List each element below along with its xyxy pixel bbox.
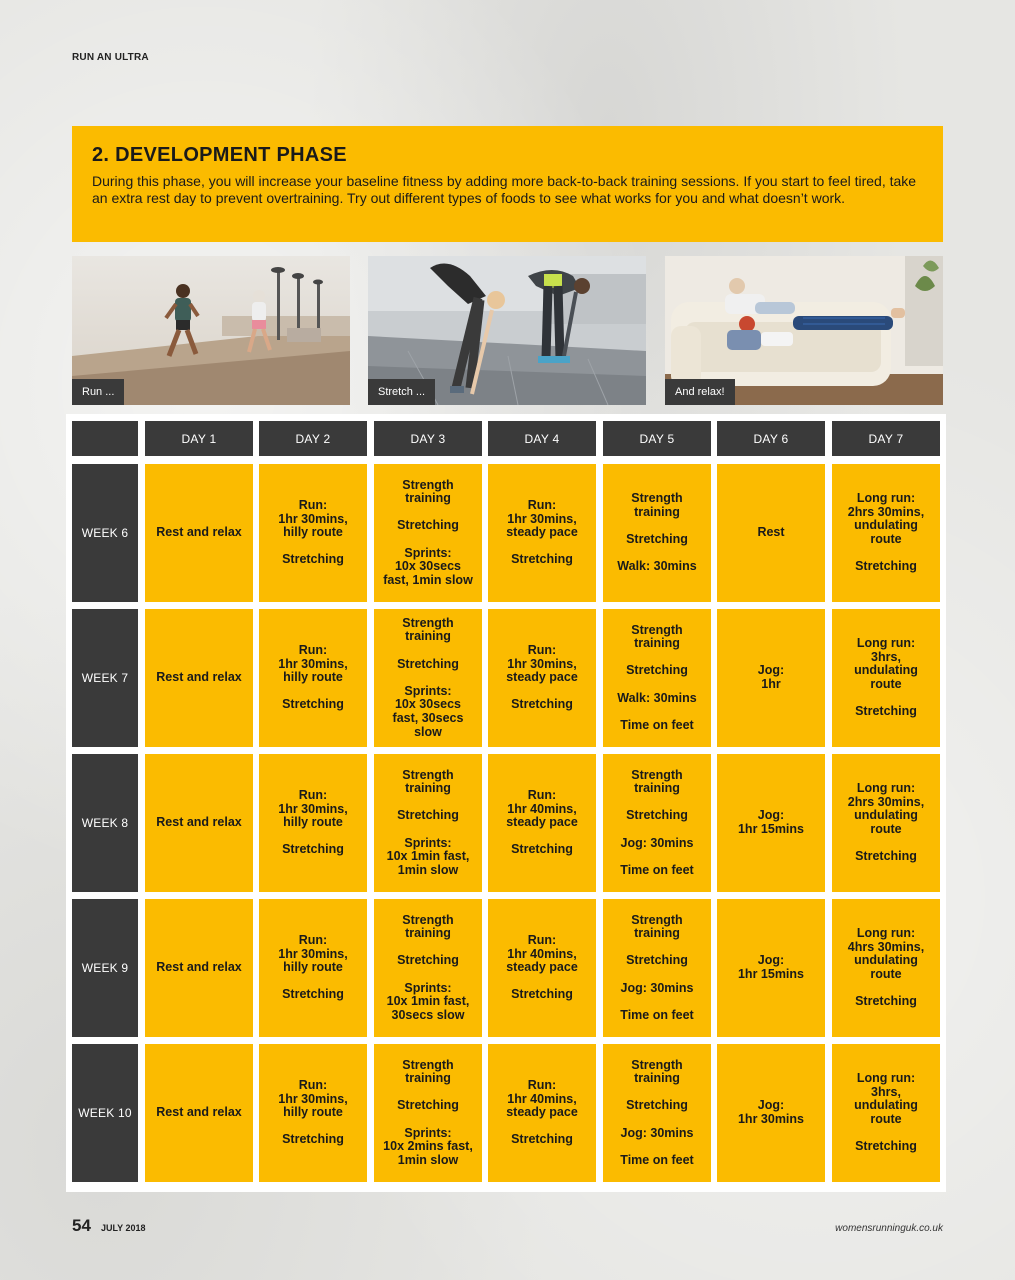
workout-cell: Long run: 2hrs 30mins, undulating route Stretching <box>832 754 940 892</box>
intro-title: 2. DEVELOPMENT PHASE <box>92 144 347 166</box>
photo-relax <box>665 256 943 405</box>
workout-cell: Rest <box>717 464 825 602</box>
workout-cell: Run: 1hr 40mins, steady pace Stretching <box>488 1044 596 1182</box>
photo-caption: Stretch ... <box>368 379 435 405</box>
week-label: WEEK 8 <box>72 754 138 892</box>
photo-caption: Run ... <box>72 379 124 405</box>
workout-cell: Long run: 2hrs 30mins, undulating route Stretching <box>832 464 940 602</box>
workout-cell: Strength training Stretching Walk: 30mins <box>603 464 711 602</box>
photo-stretch <box>368 256 646 405</box>
intro-body: During this phase, you will increase your baseline fitness by adding more back-to-back training sessions. If you start to feel tired, take an extra rest day to prevent overtraining. Try out different types of foods to see what works for you and what doesn’t work. <box>92 173 917 206</box>
day-header: DAY 2 <box>259 421 367 456</box>
day-header: DAY 7 <box>832 421 940 456</box>
workout-cell: Jog: 1hr <box>717 609 825 747</box>
workout-cell: Rest and relax <box>145 899 253 1037</box>
workout-cell: Jog: 1hr 15mins <box>717 899 825 1037</box>
day-header: DAY 5 <box>603 421 711 456</box>
workout-cell: Strength training Stretching Sprints: 10x 2mins fast, 1min slow <box>374 1044 482 1182</box>
day-header: DAY 6 <box>717 421 825 456</box>
training-plan-table <box>66 414 946 1192</box>
photo-caption: And relax! <box>665 379 735 405</box>
workout-cell: Long run: 3hrs, undulating route Stretching <box>832 609 940 747</box>
website: womensrunninguk.co.uk <box>835 1223 943 1234</box>
workout-cell: Strength training Stretching Sprints: 10x 1min fast, 1min slow <box>374 754 482 892</box>
workout-cell: Jog: 1hr 15mins <box>717 754 825 892</box>
corner-cell <box>72 421 138 456</box>
workout-cell: Rest and relax <box>145 1044 253 1182</box>
day-header: DAY 3 <box>374 421 482 456</box>
week-label: WEEK 6 <box>72 464 138 602</box>
issue-date: JULY 2018 <box>101 1223 146 1233</box>
workout-cell: Strength training Stretching Jog: 30mins Time on feet <box>603 899 711 1037</box>
workout-cell: Strength training Stretching Sprints: 10x 30secs fast, 30secs slow <box>374 609 482 747</box>
photo-run <box>72 256 350 405</box>
workout-cell: Run: 1hr 30mins, hilly route Stretching <box>259 899 367 1037</box>
week-label: WEEK 7 <box>72 609 138 747</box>
section-label: RUN AN ULTRA <box>72 52 149 63</box>
week-label: WEEK 9 <box>72 899 138 1037</box>
workout-cell: Rest and relax <box>145 609 253 747</box>
day-header: DAY 1 <box>145 421 253 456</box>
page-number: 54 <box>72 1216 91 1235</box>
workout-cell: Strength training Stretching Jog: 30mins Time on feet <box>603 1044 711 1182</box>
week-label: WEEK 10 <box>72 1044 138 1182</box>
workout-cell: Long run: 4hrs 30mins, undulating route Stretching <box>832 899 940 1037</box>
workout-cell: Strength training Stretching Sprints: 10x 1min fast, 30secs slow <box>374 899 482 1037</box>
workout-cell: Strength training Stretching Walk: 30mins Time on feet <box>603 609 711 747</box>
workout-cell: Run: 1hr 30mins, hilly route Stretching <box>259 609 367 747</box>
workout-cell: Strength training Stretching Sprints: 10x 30secs fast, 1min slow <box>374 464 482 602</box>
workout-cell: Run: 1hr 40mins, steady pace Stretching <box>488 754 596 892</box>
workout-cell: Rest and relax <box>145 464 253 602</box>
workout-cell: Long run: 3hrs, undulating route Stretching <box>832 1044 940 1182</box>
workout-cell: Run: 1hr 30mins, hilly route Stretching <box>259 464 367 602</box>
workout-cell: Run: 1hr 30mins, hilly route Stretching <box>259 1044 367 1182</box>
workout-cell: Run: 1hr 40mins, steady pace Stretching <box>488 899 596 1037</box>
day-header: DAY 4 <box>488 421 596 456</box>
intro-box <box>72 126 943 242</box>
workout-cell: Run: 1hr 30mins, steady pace Stretching <box>488 609 596 747</box>
workout-cell: Run: 1hr 30mins, hilly route Stretching <box>259 754 367 892</box>
workout-cell: Run: 1hr 30mins, steady pace Stretching <box>488 464 596 602</box>
workout-cell: Rest and relax <box>145 754 253 892</box>
workout-cell: Strength training Stretching Jog: 30mins Time on feet <box>603 754 711 892</box>
workout-cell: Jog: 1hr 30mins <box>717 1044 825 1182</box>
